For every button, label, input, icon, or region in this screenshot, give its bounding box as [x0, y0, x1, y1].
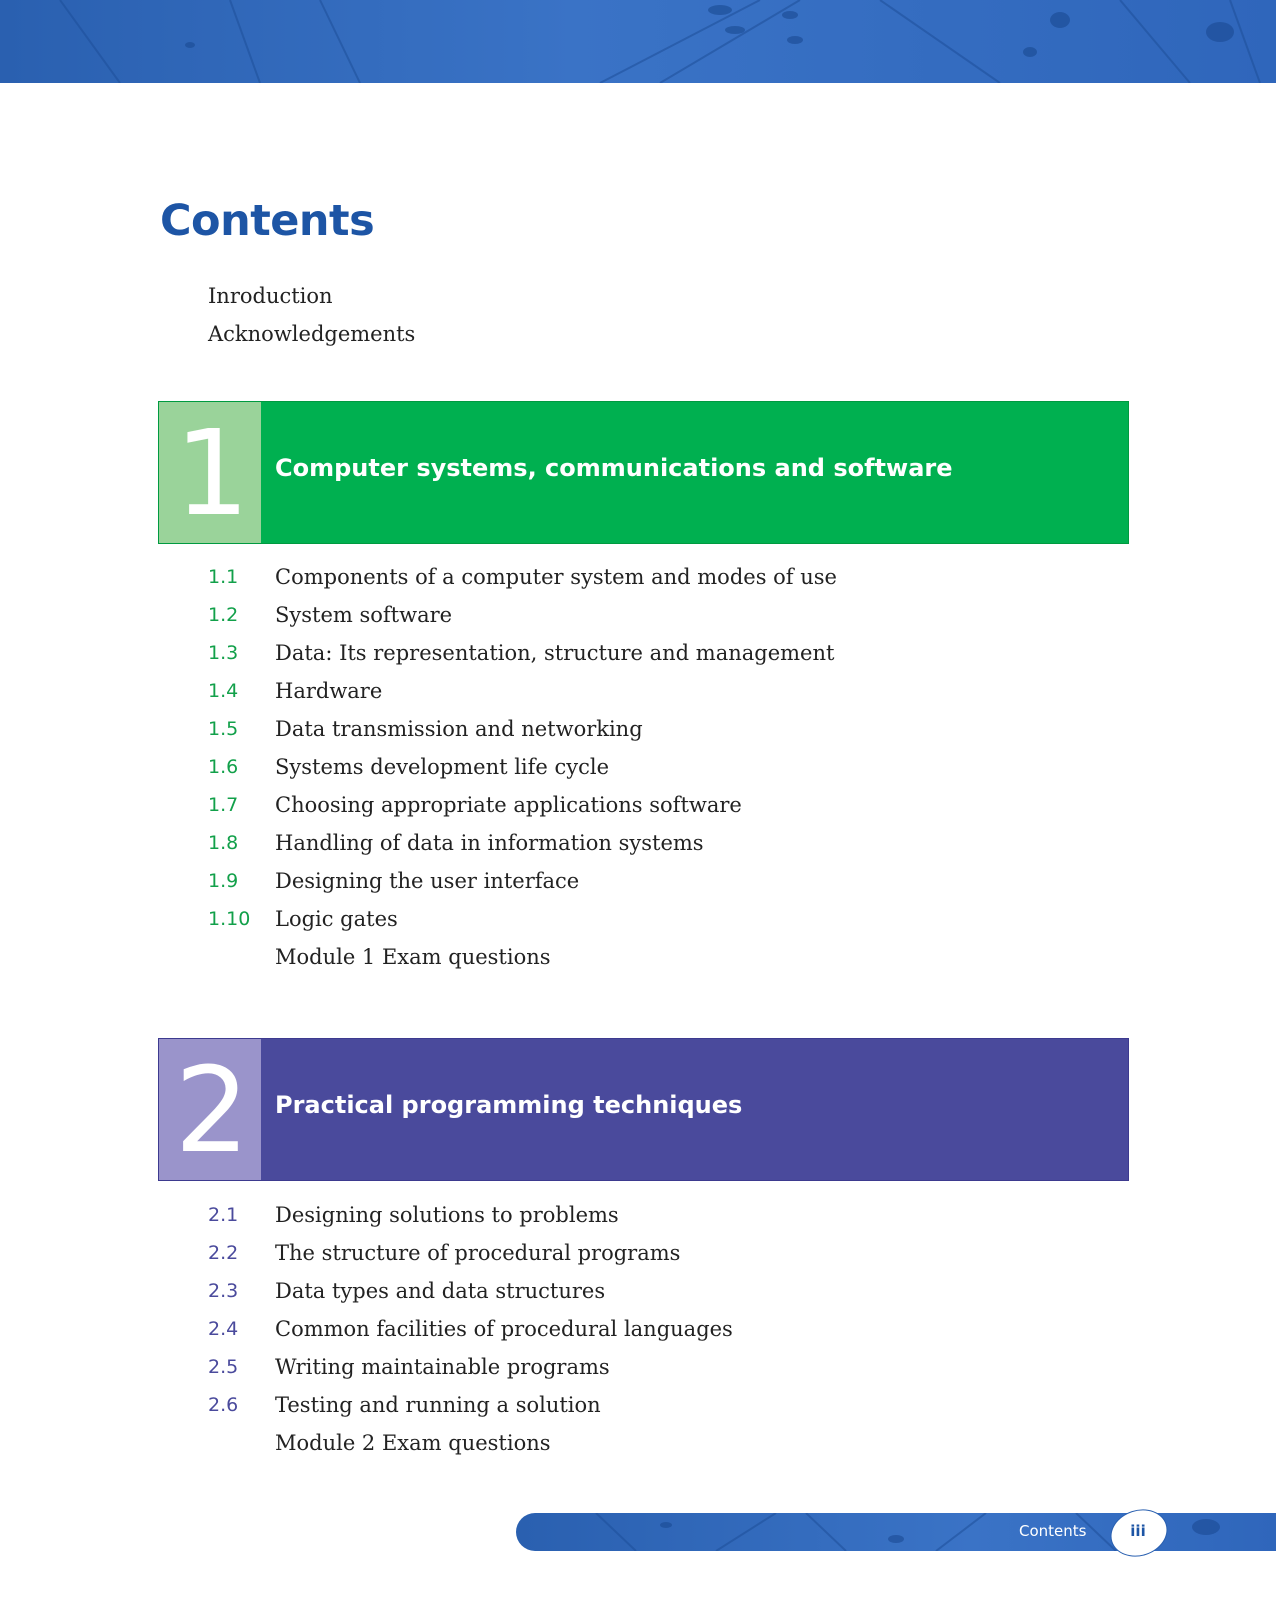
top-banner — [0, 0, 1276, 83]
toc-row[interactable] — [208, 1348, 733, 1386]
section-title: Handling of data in information systems — [275, 831, 704, 855]
toc-item-introduction[interactable]: Inroduction — [208, 284, 333, 308]
module-2-title[interactable]: Practical programming techniques — [261, 1039, 1128, 1180]
toc-row[interactable] — [208, 1310, 733, 1348]
toc-row[interactable] — [208, 748, 837, 786]
toc-row[interactable] — [208, 672, 837, 710]
module-1-title[interactable]: Computer systems, communications and software — [261, 402, 1128, 543]
toc-row[interactable] — [208, 634, 837, 672]
module-2-number: 2 — [159, 1039, 261, 1180]
module-2-header — [158, 1038, 1129, 1181]
toc-row[interactable] — [208, 710, 837, 748]
toc-row[interactable] — [208, 1386, 733, 1424]
page-number: iii — [1130, 1522, 1146, 1540]
section-number: 2.1 — [208, 1204, 239, 1226]
section-title: Data types and data structures — [275, 1279, 606, 1303]
section-number: 1.1 — [208, 566, 239, 588]
section-number: 1.9 — [208, 870, 239, 892]
section-title: Data: Its representation, structure and management — [275, 641, 835, 665]
toc-row[interactable] — [208, 1234, 733, 1272]
module-1-number: 1 — [159, 402, 261, 543]
toc-row[interactable] — [208, 558, 837, 596]
toc-item-acknowledgements[interactable]: Acknowledgements — [208, 322, 416, 346]
page-title: Contents — [160, 196, 375, 246]
section-title: Components of a computer system and modes of use — [275, 565, 837, 589]
section-title: Data transmission and networking — [275, 717, 643, 741]
section-title: System software — [275, 603, 453, 627]
section-number: 1.8 — [208, 832, 239, 854]
module-1-exam-questions[interactable]: Module 1 Exam questions — [275, 945, 551, 969]
toc-row[interactable] — [208, 1196, 733, 1234]
toc-row[interactable] — [208, 900, 837, 938]
section-number: 1.3 — [208, 642, 239, 664]
module-2-section-list — [208, 1196, 733, 1462]
module-1-section-list — [208, 558, 837, 976]
section-number: 1.6 — [208, 756, 239, 778]
section-title: The structure of procedural programs — [275, 1241, 681, 1265]
front-matter-list — [208, 282, 415, 358]
section-title: Testing and running a solution — [275, 1393, 601, 1417]
section-title: Choosing appropriate applications software — [275, 793, 742, 817]
footer-section-label: Contents — [1019, 1522, 1087, 1540]
toc-row[interactable] — [208, 786, 837, 824]
banner-texture — [0, 0, 1276, 83]
section-number: 2.4 — [208, 1318, 239, 1340]
section-number: 2.5 — [208, 1356, 239, 1378]
section-title: Common facilities of procedural languages — [275, 1317, 733, 1341]
section-number: 1.2 — [208, 604, 239, 626]
module-2-exam-questions[interactable]: Module 2 Exam questions — [275, 1431, 551, 1455]
module-1-header — [158, 401, 1129, 544]
toc-row[interactable] — [208, 1272, 733, 1310]
toc-row[interactable] — [208, 824, 837, 862]
section-title: Writing maintainable programs — [275, 1355, 610, 1379]
toc-row[interactable] — [208, 596, 837, 634]
section-title: Hardware — [275, 679, 383, 703]
section-number: 2.3 — [208, 1280, 239, 1302]
section-title: Designing the user interface — [275, 869, 580, 893]
section-number: 1.4 — [208, 680, 239, 702]
section-number: 1.5 — [208, 718, 239, 740]
section-number: 1.7 — [208, 794, 239, 816]
toc-row[interactable] — [208, 862, 837, 900]
section-number: 2.2 — [208, 1242, 239, 1264]
section-title: Designing solutions to problems — [275, 1203, 619, 1227]
section-title: Systems development life cycle — [275, 755, 610, 779]
section-number: 2.6 — [208, 1394, 239, 1416]
section-number: 1.10 — [208, 908, 251, 930]
section-title: Logic gates — [275, 907, 398, 931]
